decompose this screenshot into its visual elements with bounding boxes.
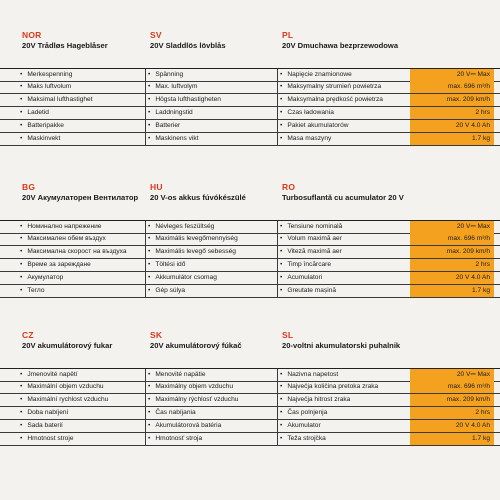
- spec-value: max. 209 km/h: [410, 94, 494, 106]
- spec-label-text: Masa maszyny: [287, 135, 332, 142]
- bullet-icon: •: [20, 223, 23, 230]
- spec-label-text: Hmotnosť stroja: [155, 435, 203, 442]
- language-code: SL: [282, 330, 294, 340]
- bullet-icon: •: [280, 274, 283, 281]
- spec-label: [20, 69, 140, 81]
- spec-label: [148, 285, 268, 297]
- bullet-icon: •: [280, 383, 283, 390]
- bullet-icon: •: [148, 383, 151, 390]
- spec-label-text: Névleges feszültség: [155, 223, 215, 230]
- spec-label-text: Максимална скорост на въздуха: [27, 248, 127, 255]
- spec-label-text: Akumulator: [287, 422, 321, 429]
- spec-label: [148, 394, 268, 406]
- bullet-icon: •: [148, 261, 151, 268]
- table-row: [0, 259, 500, 272]
- spec-label-text: Maks luftvolum: [27, 83, 72, 90]
- column-divider: [277, 369, 278, 381]
- spec-label-text: Menovité napätie: [155, 371, 206, 378]
- spec-label-text: Timp încărcare: [287, 261, 332, 268]
- spec-label-text: Töltési idő: [155, 261, 186, 268]
- spec-value: 20 V⎓ Max: [410, 221, 494, 233]
- table-row: [0, 368, 500, 382]
- product-title: 20-voltni akumulatorski puhalnik: [282, 341, 401, 350]
- spec-label: [148, 381, 268, 393]
- column-divider: [277, 246, 278, 258]
- bullet-icon: •: [280, 261, 283, 268]
- language-header: [22, 182, 138, 203]
- column-divider: [145, 259, 146, 271]
- bullet-icon: •: [280, 83, 283, 90]
- spec-label: [148, 259, 268, 271]
- spec-label: [20, 120, 140, 132]
- spec-label: [148, 221, 268, 233]
- spec-label: [280, 381, 406, 393]
- column-divider: [277, 94, 278, 106]
- spec-label: [280, 369, 406, 381]
- bullet-icon: •: [148, 122, 151, 129]
- column-divider: [277, 259, 278, 271]
- column-divider: [145, 433, 146, 445]
- spec-label: [20, 133, 140, 145]
- spec-label-text: Ladetid: [27, 109, 49, 116]
- spec-label-text: Gép súlya: [155, 287, 186, 294]
- spec-label: [20, 94, 140, 106]
- language-code: BG: [22, 182, 36, 192]
- bullet-icon: •: [20, 261, 23, 268]
- language-header: [150, 330, 242, 351]
- table-row: [0, 68, 500, 82]
- spec-label-text: Teža strojčka: [287, 435, 326, 442]
- spec-value: 2 hrs: [410, 107, 494, 119]
- spec-label: [148, 107, 268, 119]
- table-row: [0, 433, 500, 446]
- spec-label-text: Maksymalny strumień powietrza: [287, 83, 382, 90]
- spec-label-text: Akkumulátor csomag: [155, 274, 217, 281]
- spec-label: [20, 272, 140, 284]
- column-divider: [145, 285, 146, 297]
- language-header: [22, 330, 112, 351]
- spec-label-text: Тегло: [27, 287, 45, 294]
- spec-label: [280, 120, 406, 132]
- spec-label: [20, 221, 140, 233]
- bullet-icon: •: [148, 409, 151, 416]
- bullet-icon: •: [148, 248, 151, 255]
- spec-label-text: Max. luftvolym: [155, 83, 198, 90]
- bullet-icon: •: [280, 248, 283, 255]
- spec-label-text: Čas polnjenja: [287, 409, 328, 416]
- table-row: [0, 246, 500, 259]
- bullet-icon: •: [20, 71, 23, 78]
- spec-label-text: Greutate mașină: [287, 287, 337, 294]
- table-row: [0, 94, 500, 107]
- bullet-icon: •: [280, 135, 283, 142]
- spec-label-text: Maskinvekt: [27, 135, 61, 142]
- column-divider: [277, 433, 278, 445]
- table-row: [0, 272, 500, 285]
- bullet-icon: •: [280, 223, 283, 230]
- spec-value: 1.7 kg: [410, 133, 494, 145]
- column-divider: [277, 381, 278, 393]
- column-divider: [277, 221, 278, 233]
- bullet-icon: •: [148, 223, 151, 230]
- spec-value: 20 V 4.0 Ah: [410, 420, 494, 432]
- spec-label: [20, 394, 140, 406]
- language-header: [22, 30, 108, 51]
- spec-label-text: Napięcie znamionowe: [287, 71, 352, 78]
- column-divider: [277, 420, 278, 432]
- bullet-icon: •: [20, 96, 23, 103]
- bullet-icon: •: [148, 435, 151, 442]
- table-row: [0, 133, 500, 146]
- spec-label-text: Maximális levegőmennyiség: [155, 235, 238, 242]
- spec-label: [148, 69, 268, 81]
- table-row: [0, 394, 500, 407]
- column-divider: [145, 81, 146, 93]
- spec-label-text: Maskinens vikt: [155, 135, 199, 142]
- column-divider: [145, 381, 146, 393]
- table-row: [0, 285, 500, 298]
- column-divider: [145, 369, 146, 381]
- spec-label: [280, 420, 406, 432]
- column-divider: [145, 420, 146, 432]
- bullet-icon: •: [148, 83, 151, 90]
- spec-label: [20, 81, 140, 93]
- bullet-icon: •: [20, 135, 23, 142]
- spec-label: [20, 433, 140, 445]
- spec-label: [148, 369, 268, 381]
- column-divider: [145, 233, 146, 245]
- spec-label-text: Högsta lufthastigheten: [155, 96, 221, 103]
- language-header: [282, 30, 398, 51]
- product-title: 20V Dmuchawa bezprzewodowa: [282, 41, 399, 50]
- language-code: SK: [150, 330, 163, 340]
- spec-label-text: Nazivna napetost: [287, 371, 339, 378]
- spec-value: max. 696 m³/h: [410, 381, 494, 393]
- column-divider: [145, 133, 146, 145]
- bullet-icon: •: [20, 371, 23, 378]
- bullet-icon: •: [148, 396, 151, 403]
- spec-label-text: Максимален обем въздух: [27, 235, 106, 242]
- spec-value: 20 V 4.0 Ah: [410, 272, 494, 284]
- column-divider: [145, 272, 146, 284]
- spec-label: [280, 233, 406, 245]
- spec-label: [148, 272, 268, 284]
- bullet-icon: •: [280, 371, 283, 378]
- language-code: CZ: [22, 330, 34, 340]
- spec-value: 20 V 4.0 Ah: [410, 120, 494, 132]
- spec-label-text: Največja količina pretoka zraka: [287, 383, 379, 390]
- spec-label-text: Doba nabíjení: [27, 409, 69, 416]
- bullet-icon: •: [20, 235, 23, 242]
- bullet-icon: •: [20, 396, 23, 403]
- language-code: HU: [150, 182, 163, 192]
- bullet-icon: •: [148, 135, 151, 142]
- spec-label-text: Tensiune nominală: [287, 223, 343, 230]
- bullet-icon: •: [148, 109, 151, 116]
- language-header: [150, 30, 226, 51]
- spec-label: [280, 394, 406, 406]
- spec-label-text: Spänning: [155, 71, 184, 78]
- spec-value: 20 V⎓ Max: [410, 69, 494, 81]
- bullet-icon: •: [20, 274, 23, 281]
- spec-label: [148, 433, 268, 445]
- bullet-icon: •: [20, 422, 23, 429]
- spec-label: [148, 420, 268, 432]
- language-code: RO: [282, 182, 296, 192]
- column-divider: [145, 394, 146, 406]
- column-divider: [277, 285, 278, 297]
- spec-label-text: Maximálny rýchlosť vzduchu: [155, 396, 239, 403]
- language-header: [282, 330, 400, 351]
- bullet-icon: •: [20, 122, 23, 129]
- spec-value: max. 696 m³/h: [410, 81, 494, 93]
- spec-label: [148, 407, 268, 419]
- spec-label-text: Volum maximă aer: [287, 235, 342, 242]
- spec-label: [148, 120, 268, 132]
- spec-label: [280, 81, 406, 93]
- bullet-icon: •: [20, 248, 23, 255]
- spec-value: 20 V⎓ Max: [410, 369, 494, 381]
- language-code: PL: [282, 30, 294, 40]
- spec-label-text: Akumulátorová batéria: [155, 422, 222, 429]
- spec-label-text: Merkespenning: [27, 71, 73, 78]
- spec-label: [148, 81, 268, 93]
- table-row: [0, 81, 500, 94]
- column-divider: [145, 246, 146, 258]
- language-header: [150, 182, 246, 203]
- spec-value: max. 209 km/h: [410, 246, 494, 258]
- language-code: NOR: [22, 30, 42, 40]
- bullet-icon: •: [148, 71, 151, 78]
- column-divider: [145, 69, 146, 81]
- spec-label-text: Sada baterií: [27, 422, 63, 429]
- spec-label: [280, 133, 406, 145]
- spec-value: 1.7 kg: [410, 285, 494, 297]
- bullet-icon: •: [280, 396, 283, 403]
- spec-label: [20, 407, 140, 419]
- product-title: 20V Trådløs Hageblåser: [22, 41, 108, 50]
- spec-label: [280, 69, 406, 81]
- spec-label: [20, 420, 140, 432]
- spec-label-text: Maximální rychlost vzduchu: [27, 396, 109, 403]
- spec-label: [280, 407, 406, 419]
- spec-label-text: Maksimal lufthastighet: [27, 96, 93, 103]
- bullet-icon: •: [148, 371, 151, 378]
- bullet-icon: •: [280, 71, 283, 78]
- spec-label: [280, 259, 406, 271]
- spec-label: [280, 221, 406, 233]
- table-row: [0, 220, 500, 234]
- spec-label-text: Maximális levegő sebesség: [155, 248, 236, 255]
- column-divider: [145, 221, 146, 233]
- column-divider: [277, 233, 278, 245]
- column-divider: [277, 133, 278, 145]
- bullet-icon: •: [20, 435, 23, 442]
- spec-label-text: Viteză maximă aer: [287, 248, 342, 255]
- bullet-icon: •: [280, 422, 283, 429]
- spec-label: [20, 107, 140, 119]
- column-divider: [145, 107, 146, 119]
- spec-label-text: Maximální objem vzduchu: [27, 383, 104, 390]
- bullet-icon: •: [280, 287, 283, 294]
- spec-label-text: Pakiet akumulatorów: [287, 122, 349, 129]
- spec-label-text: Maksymalna prędkość powietrza: [287, 96, 383, 103]
- spec-label-text: Čas nabíjania: [155, 409, 196, 416]
- spec-label: [148, 233, 268, 245]
- column-divider: [277, 407, 278, 419]
- spec-value: 2 hrs: [410, 259, 494, 271]
- spec-label-text: Номинално напрежение: [27, 223, 102, 230]
- bullet-icon: •: [20, 383, 23, 390]
- spec-label-text: Jmenovité napětí: [27, 371, 78, 378]
- column-divider: [145, 120, 146, 132]
- table-row: [0, 381, 500, 394]
- spec-label-text: Batterier: [155, 122, 181, 129]
- spec-label: [280, 285, 406, 297]
- table-row: [0, 233, 500, 246]
- spec-label-text: Maximálny objem vzduchu: [155, 383, 234, 390]
- product-title: Turbosuflantă cu acumulator 20 V: [282, 193, 404, 202]
- bullet-icon: •: [20, 409, 23, 416]
- bullet-icon: •: [148, 287, 151, 294]
- spec-label-text: Hmotnost stroje: [27, 435, 74, 442]
- spec-label-text: Batteripakke: [27, 122, 64, 129]
- bullet-icon: •: [280, 409, 283, 416]
- column-divider: [145, 407, 146, 419]
- spec-label-text: Laddningstid: [155, 109, 193, 116]
- product-title: 20V Акумулаторен Вентилатор: [22, 193, 139, 202]
- spec-label-text: Време за зареждане: [27, 261, 91, 268]
- column-divider: [277, 107, 278, 119]
- spec-label: [20, 246, 140, 258]
- column-divider: [277, 394, 278, 406]
- bullet-icon: •: [148, 96, 151, 103]
- table-row: [0, 407, 500, 420]
- bullet-icon: •: [148, 422, 151, 429]
- bullet-icon: •: [148, 274, 151, 281]
- spec-label: [148, 246, 268, 258]
- spec-label: [20, 369, 140, 381]
- column-divider: [277, 272, 278, 284]
- bullet-icon: •: [20, 109, 23, 116]
- spec-value: 2 hrs: [410, 407, 494, 419]
- language-header: [282, 182, 404, 203]
- bullet-icon: •: [280, 235, 283, 242]
- column-divider: [277, 81, 278, 93]
- spec-label: [20, 233, 140, 245]
- spec-label: [20, 381, 140, 393]
- spec-label: [20, 285, 140, 297]
- table-row: [0, 420, 500, 433]
- spec-label: [280, 246, 406, 258]
- product-title: 20 V-os akkus fúvókészülé: [150, 193, 246, 202]
- spec-label-text: Акумулатор: [27, 274, 64, 281]
- spec-label-text: Acumulatori: [287, 274, 323, 281]
- product-title: 20V akumulátorový fukar: [22, 341, 113, 350]
- column-divider: [277, 120, 278, 132]
- spec-label: [280, 433, 406, 445]
- product-title: 20V Sladdlös lövblås: [150, 41, 226, 50]
- spec-value: max. 209 km/h: [410, 394, 494, 406]
- spec-label-text: Czas ładowania: [287, 109, 334, 116]
- spec-value: 1.7 kg: [410, 433, 494, 445]
- spec-label: [148, 94, 268, 106]
- bullet-icon: •: [280, 435, 283, 442]
- bullet-icon: •: [20, 287, 23, 294]
- table-row: [0, 120, 500, 133]
- bullet-icon: •: [280, 109, 283, 116]
- spec-label: [280, 107, 406, 119]
- bullet-icon: •: [280, 96, 283, 103]
- column-divider: [277, 69, 278, 81]
- spec-value: max. 696 m³/h: [410, 233, 494, 245]
- spec-label: [148, 133, 268, 145]
- bullet-icon: •: [20, 83, 23, 90]
- spec-label-text: Največja hitrost zraka: [287, 396, 351, 403]
- language-code: SV: [150, 30, 162, 40]
- spec-label: [280, 94, 406, 106]
- spec-label: [280, 272, 406, 284]
- table-row: [0, 107, 500, 120]
- column-divider: [145, 94, 146, 106]
- spec-label: [20, 259, 140, 271]
- bullet-icon: •: [280, 122, 283, 129]
- bullet-icon: •: [148, 235, 151, 242]
- product-title: 20V akumulátorový fúkač: [150, 341, 242, 350]
